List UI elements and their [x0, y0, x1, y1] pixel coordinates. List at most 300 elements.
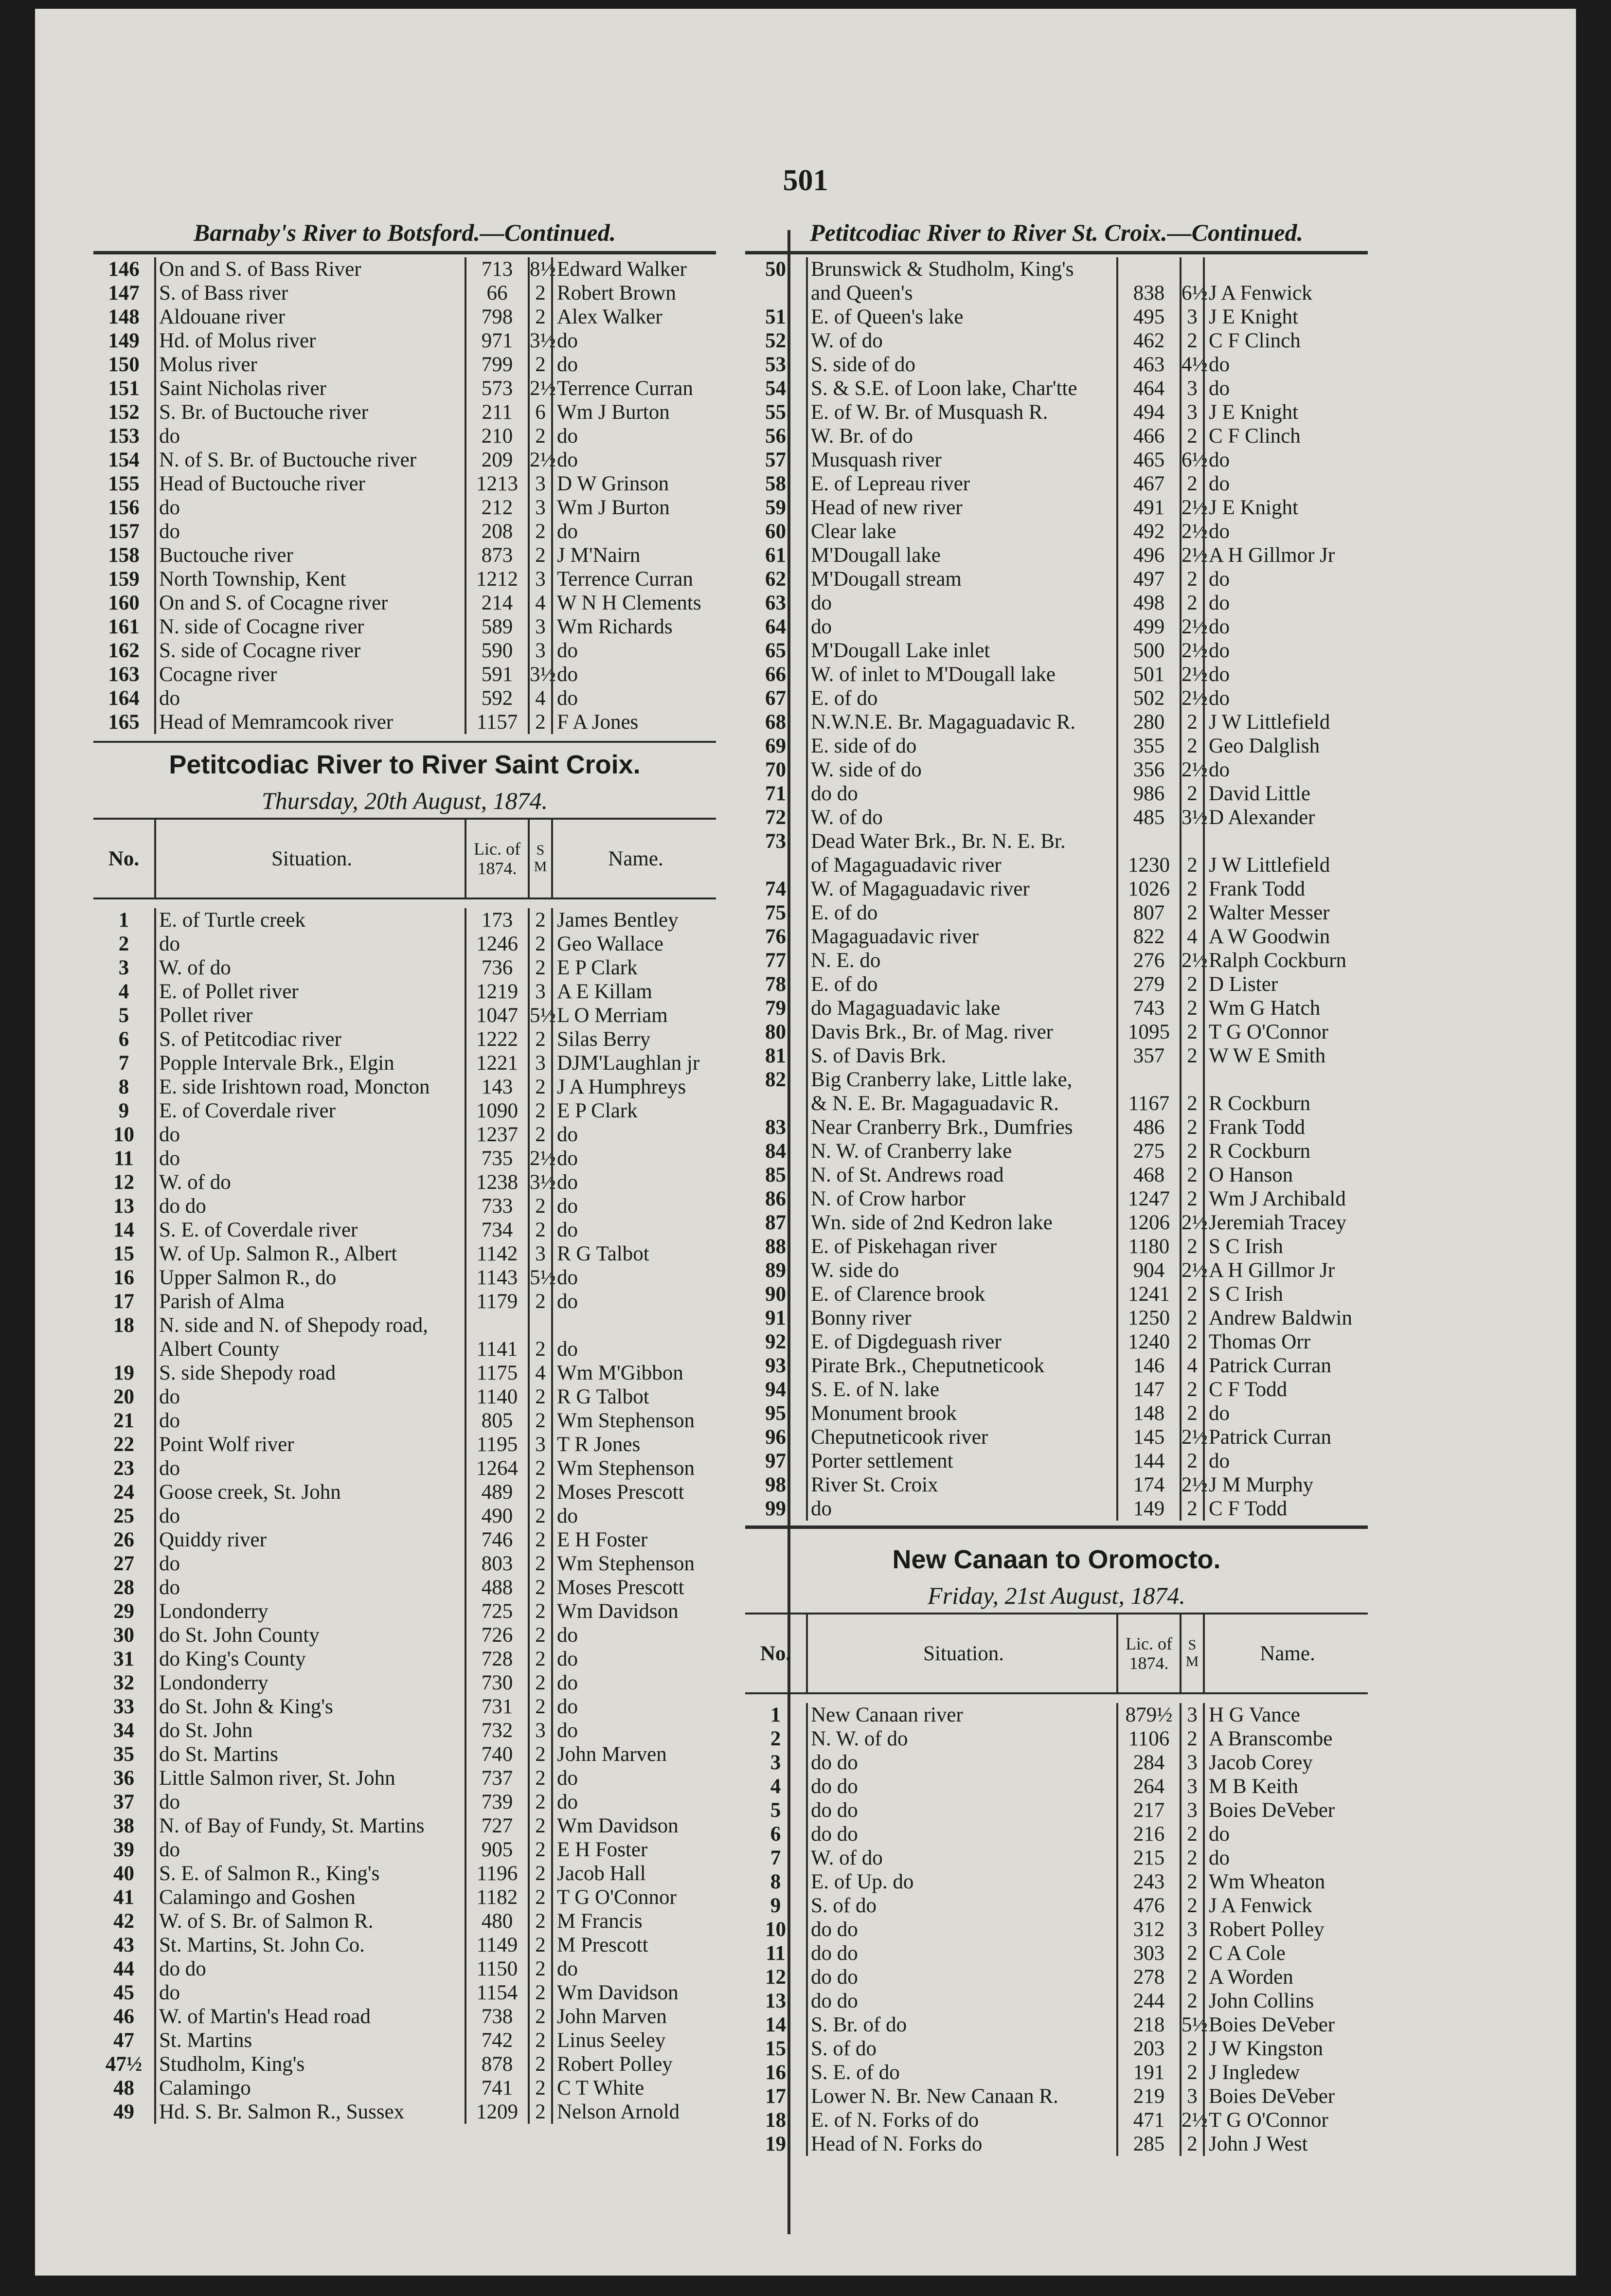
cell-name: W W E Smith [1203, 1044, 1366, 1068]
cell-sm: 2½ [1180, 639, 1203, 663]
table-row [93, 1814, 716, 1838]
table-row [93, 1147, 716, 1170]
cell-name: C T White [551, 2076, 715, 2100]
cell-lic: 275 [1116, 1139, 1180, 1163]
cell-name: Wm Stephenson [551, 1552, 715, 1576]
cell-situation: E. of Clarence brook [806, 1282, 1116, 1306]
cell-name: do [551, 1671, 715, 1695]
cell-name: do [551, 353, 715, 377]
cell-lic: 1219 [465, 980, 528, 1004]
left-main-table [93, 908, 716, 2124]
table-row [745, 1425, 1368, 1449]
cell-sm: 2 [528, 2005, 551, 2028]
cell-no: 64 [765, 615, 786, 638]
cell-name [1203, 1068, 1366, 1092]
cell-lic: 145 [1116, 1425, 1180, 1449]
cell-no: 18 [765, 2109, 786, 2132]
table-row [93, 932, 716, 956]
table-row [93, 1528, 716, 1552]
cell-lic: 264 [1116, 1775, 1180, 1798]
cell-name: do [551, 1647, 715, 1671]
cell-sm: 2 [528, 1933, 551, 1957]
cell-situation: do [806, 1497, 1116, 1521]
cell-no: 2 [770, 1727, 781, 1750]
cell-sm: 2 [528, 1885, 551, 1909]
cell-sm: 2½ [1180, 615, 1203, 639]
rule [93, 741, 716, 743]
table-row [745, 1330, 1368, 1354]
cell-no: 71 [765, 782, 786, 805]
table-row [745, 806, 1368, 829]
cell-no: 60 [765, 520, 786, 543]
header-lic: Lic. of 1874. [465, 820, 528, 897]
cell-sm: 2 [528, 281, 551, 305]
cell-name: do [551, 1170, 715, 1194]
table-row [745, 1703, 1368, 1727]
cell-lic: 592 [465, 686, 528, 710]
cell-lic: 1238 [465, 1170, 528, 1194]
cell-no: 54 [765, 377, 786, 400]
cell-lic: 807 [1116, 901, 1180, 925]
cell-no: 89 [765, 1259, 786, 1282]
cell-no: 10 [113, 1123, 134, 1146]
table-row [93, 1742, 716, 1766]
right-continued-table [745, 257, 1368, 1521]
cell-lic: 191 [1116, 2061, 1180, 2084]
cell-name: Walter Messer [1203, 901, 1366, 925]
cell-situation: S. of do [806, 2037, 1116, 2061]
cell-no: 1 [118, 909, 129, 932]
cell-situation: Calamingo and Goshen [154, 1885, 465, 1909]
cell-name: Wm Stephenson [551, 1409, 715, 1433]
cell-sm: 4 [528, 1361, 551, 1385]
cell-sm: 2 [1180, 329, 1203, 353]
cell-no: 96 [765, 1426, 786, 1449]
cell-sm: 3 [528, 1242, 551, 1266]
cell-sm: 2 [1180, 782, 1203, 806]
cell-lic: 1140 [465, 1385, 528, 1409]
cell-name: do [1203, 615, 1366, 639]
cell-sm: 2 [528, 1766, 551, 1790]
right-column [745, 218, 1368, 2156]
table-row [745, 1775, 1368, 1798]
cell-no: 67 [765, 687, 786, 710]
table-row [93, 1242, 716, 1266]
cell-lic: 501 [1116, 663, 1180, 686]
cell-no: 81 [765, 1044, 786, 1067]
cell-situation: do [154, 1552, 465, 1576]
cell-situation: Saint Nicholas river [154, 377, 465, 400]
left-column [93, 218, 716, 2124]
cell-lic: 1154 [465, 1981, 528, 2005]
cell-sm [528, 1313, 551, 1337]
cell-situation: E. of do [806, 901, 1116, 925]
cell-sm: 2 [528, 2052, 551, 2076]
cell-situation: Aldouane river [154, 305, 465, 329]
cell-sm: 2½ [528, 1147, 551, 1170]
cell-no: 14 [765, 2013, 786, 2036]
table-row [93, 424, 716, 448]
cell-name [1203, 829, 1366, 853]
cell-sm: 2 [528, 2076, 551, 2100]
cell-sm: 2 [1180, 591, 1203, 615]
cell-situation: Studholm, King's [154, 2052, 465, 2076]
header-situation: Situation. [154, 820, 465, 897]
cell-sm: 3 [528, 980, 551, 1004]
table-row [745, 1306, 1368, 1330]
cell-lic [465, 1313, 528, 1337]
cell-no: 9 [118, 1099, 129, 1122]
cell-sm [1180, 257, 1203, 281]
cell-name: do [1203, 353, 1366, 377]
cell-situation: Popple Intervale Brk., Elgin [154, 1051, 465, 1075]
cell-situation: E. of N. Forks of do [806, 2108, 1116, 2132]
cell-sm: 2 [528, 1862, 551, 1885]
cell-sm: 2 [1180, 424, 1203, 448]
table-row [93, 1361, 716, 1385]
cell-sm: 2½ [1180, 1473, 1203, 1497]
cell-situation: do do [806, 1941, 1116, 1965]
cell-lic: 491 [1116, 496, 1180, 520]
table-row [93, 1004, 716, 1027]
cell-lic: 713 [465, 257, 528, 281]
cell-lic: 1209 [465, 2100, 528, 2124]
right-running-title: Petitcodiac River to River St. Croix.—Continued. [810, 219, 1303, 246]
cell-name: Wm Davidson [551, 1814, 715, 1838]
table-row [93, 1862, 716, 1885]
cell-no: 16 [113, 1266, 134, 1289]
cell-no: 42 [113, 1910, 134, 1933]
table-row [93, 1909, 716, 1933]
cell-situation: W. of S. Br. of Salmon R. [154, 1909, 465, 1933]
cell-sm: 2 [1180, 1497, 1203, 1521]
cell-no: 17 [113, 1290, 134, 1313]
cell-situation: Hd. S. Br. Salmon R., Sussex [154, 2100, 465, 2124]
cell-no: 15 [765, 2037, 786, 2060]
cell-sm: 2 [1180, 1449, 1203, 1473]
cell-no: 22 [113, 1433, 134, 1456]
cell-situation: Molus river [154, 353, 465, 377]
cell-name: Andrew Baldwin [1203, 1306, 1366, 1330]
cell-situation: Hd. of Molus river [154, 329, 465, 353]
cell-sm: 2½ [1180, 686, 1203, 710]
cell-name: H G Vance [1203, 1703, 1366, 1727]
cell-name: Geo Dalglish [1203, 734, 1366, 758]
table-row [93, 2076, 716, 2100]
cell-sm: 2 [1180, 1870, 1203, 1894]
cell-no: 94 [765, 1378, 786, 1401]
cell-no: 76 [765, 925, 786, 948]
cell-situation: Parish of Alma [154, 1290, 465, 1313]
cell-name: J E Knight [1203, 496, 1366, 520]
header-situation: Situation. [806, 1614, 1116, 1692]
table-row [93, 1885, 716, 1909]
cell-situation: do do [154, 1194, 465, 1218]
cell-name: A W Goodwin [1203, 925, 1366, 949]
cell-sm: 5½ [528, 1266, 551, 1290]
table-row [745, 1211, 1368, 1235]
cell-name: do [551, 424, 715, 448]
cell-situation: N. E. do [806, 949, 1116, 972]
cell-no: 68 [765, 711, 786, 734]
cell-no: 148 [108, 305, 140, 328]
cell-name: do [551, 1623, 715, 1647]
table-row [93, 1027, 716, 1051]
cell-no: 97 [765, 1450, 786, 1472]
cell-no: 44 [113, 1957, 134, 1980]
table-row [745, 448, 1368, 472]
cell-sm: 2½ [1180, 949, 1203, 972]
cell-no: 72 [765, 806, 786, 829]
cell-lic: 734 [465, 1218, 528, 1242]
cell-name: John Collins [1203, 1989, 1366, 2013]
cell-sm: 2 [1180, 1894, 1203, 1918]
left-running-title: Barnaby's River to Botsford.—Continued. [193, 219, 616, 246]
table-row [745, 329, 1368, 353]
table-row [745, 2061, 1368, 2084]
cell-no: 157 [108, 520, 140, 543]
cell-no: 77 [765, 949, 786, 972]
table-row [745, 1235, 1368, 1258]
cell-situation: W. side do [806, 1258, 1116, 1282]
cell-situation: Upper Salmon R., do [154, 1266, 465, 1290]
cell-lic: 1090 [465, 1099, 528, 1123]
table-row [745, 424, 1368, 448]
cell-name: do [1203, 472, 1366, 496]
cell-lic: 1047 [465, 1004, 528, 1027]
cell-no: 162 [108, 639, 140, 662]
cell-sm: 2 [1180, 2132, 1203, 2156]
cell-sm: 2½ [1180, 663, 1203, 686]
table-row [93, 472, 716, 496]
cell-sm: 2½ [1180, 543, 1203, 567]
left-table-header [93, 818, 716, 899]
table-row [93, 567, 716, 591]
cell-name: do [1203, 1846, 1366, 1870]
cell-lic: 1157 [465, 710, 528, 734]
cell-lic: 736 [465, 956, 528, 980]
cell-name: Ralph Cockburn [1203, 949, 1366, 972]
cell-no: 30 [113, 1624, 134, 1647]
cell-name: S C Irish [1203, 1282, 1366, 1306]
cell-sm: 6½ [1180, 281, 1203, 305]
cell-no: 82 [765, 1068, 786, 1091]
cell-sm: 2 [1180, 1115, 1203, 1139]
cell-no: 15 [113, 1242, 134, 1265]
table-row [93, 908, 716, 932]
cell-no: 163 [108, 663, 140, 686]
cell-lic: 1167 [1116, 1092, 1180, 1115]
cell-situation: W. Br. of do [806, 424, 1116, 448]
table-row [93, 1576, 716, 1599]
table-row [93, 400, 716, 424]
cell-situation: Wn. side of 2nd Kedron lake [806, 1211, 1116, 1235]
cell-no: 58 [765, 472, 786, 495]
cell-name: do [551, 686, 715, 710]
table-row [745, 1798, 1368, 1822]
cell-no: 12 [113, 1171, 134, 1194]
scanned-page [35, 9, 1576, 2276]
cell-situation: Cocagne river [154, 663, 465, 686]
cell-situation: E. side Irishtown road, Moncton [154, 1075, 465, 1099]
table-row [745, 1187, 1368, 1211]
cell-name: T R Jones [551, 1433, 715, 1456]
cell-situation: do [154, 424, 465, 448]
cell-lic: 485 [1116, 806, 1180, 829]
table-row [745, 853, 1368, 877]
cell-name: M B Keith [1203, 1775, 1366, 1798]
cell-lic: 143 [465, 1075, 528, 1099]
cell-name: L O Merriam [551, 1004, 715, 1027]
cell-lic: 838 [1116, 281, 1180, 305]
cell-no: 26 [113, 1528, 134, 1551]
cell-name: Wm G Hatch [1203, 996, 1366, 1020]
cell-lic: 1149 [465, 1933, 528, 1957]
cell-name: J A Fenwick [1203, 1894, 1366, 1918]
cell-no: 95 [765, 1402, 786, 1425]
cell-lic: 738 [465, 2005, 528, 2028]
cell-no: 56 [765, 425, 786, 448]
cell-sm: 2 [528, 1647, 551, 1671]
right-section-title: New Canaan to Oromocto. [892, 1545, 1221, 1574]
cell-situation: Quiddy river [154, 1528, 465, 1552]
cell-no: 151 [108, 377, 140, 400]
cell-name: O Hanson [1203, 1163, 1366, 1187]
cell-name: do [1203, 1822, 1366, 1846]
cell-sm: 5½ [528, 1004, 551, 1027]
cell-situation: E. of Digdeguash river [806, 1330, 1116, 1354]
cell-sm: 3½ [1180, 806, 1203, 829]
cell-situation: do [154, 1576, 465, 1599]
cell-no: 24 [113, 1481, 134, 1504]
cell-name: do [551, 1766, 715, 1790]
table-row [93, 1957, 716, 1981]
cell-no: 93 [765, 1354, 786, 1377]
cell-no: 7 [770, 1847, 781, 1869]
cell-lic: 879½ [1116, 1703, 1180, 1727]
cell-no: 73 [765, 830, 786, 853]
cell-situation: S. of Davis Brk. [806, 1044, 1116, 1068]
cell-situation: do St. Martins [154, 1742, 465, 1766]
cell-lic: 1095 [1116, 1020, 1180, 1044]
cell-name: do [1203, 377, 1366, 400]
cell-sm: 2 [1180, 1989, 1203, 2013]
cell-name: James Bentley [551, 908, 715, 932]
cell-name: E P Clark [551, 1099, 715, 1123]
cell-no: 33 [113, 1695, 134, 1718]
cell-lic: 740 [465, 1742, 528, 1766]
cell-situation: W. side of do [806, 758, 1116, 782]
cell-name: Moses Prescott [551, 1576, 715, 1599]
table-row [745, 1068, 1368, 1092]
cell-situation: E. of Lepreau river [806, 472, 1116, 496]
cell-lic: 873 [465, 543, 528, 567]
cell-lic: 726 [465, 1623, 528, 1647]
table-row [745, 1846, 1368, 1870]
header-lic: Lic. of 1874. [1116, 1614, 1180, 1692]
cell-situation: Big Cranberry lake, Little lake, [806, 1068, 1116, 1092]
cell-situation: do do [806, 782, 1116, 806]
cell-situation: do [154, 1147, 465, 1170]
cell-situation: Head of Memramcook river [154, 710, 465, 734]
table-row [745, 1378, 1368, 1401]
table-row [93, 377, 716, 400]
cell-situation: M'Dougall stream [806, 567, 1116, 591]
cell-sm: 2 [1180, 972, 1203, 996]
header-sm: S M [1180, 1614, 1203, 1692]
cell-situation: W. of do [154, 1170, 465, 1194]
cell-name: Jacob Hall [551, 1862, 715, 1885]
table-row [745, 496, 1368, 520]
cell-situation: E. of do [806, 972, 1116, 996]
cell-situation: S. side of do [806, 353, 1116, 377]
cell-situation: do King's County [154, 1647, 465, 1671]
cell-lic: 1179 [465, 1290, 528, 1313]
cell-no: 91 [765, 1307, 786, 1329]
cell-no: 49 [113, 2100, 134, 2123]
table-row [745, 567, 1368, 591]
cell-situation: Londonderry [154, 1671, 465, 1695]
cell-situation: do do [806, 1775, 1116, 1798]
cell-name: J A Humphreys [551, 1075, 715, 1099]
cell-lic: 490 [465, 1504, 528, 1528]
cell-sm: 2 [1180, 1846, 1203, 1870]
cell-sm: 6½ [1180, 448, 1203, 472]
cell-sm: 2 [1180, 1330, 1203, 1354]
cell-situation: W. of do [806, 329, 1116, 353]
cell-lic: 284 [1116, 1751, 1180, 1775]
cell-name: Geo Wallace [551, 932, 715, 956]
cell-no: 4 [770, 1775, 781, 1798]
cell-situation: do Magaguadavic lake [806, 996, 1116, 1020]
cell-situation: Pollet river [154, 1004, 465, 1027]
cell-name: do [1203, 686, 1366, 710]
cell-no: 27 [113, 1552, 134, 1575]
cell-lic: 215 [1116, 1846, 1180, 1870]
cell-situation: W. of Up. Salmon R., Albert [154, 1242, 465, 1266]
cell-lic: 173 [465, 908, 528, 932]
table-row [745, 663, 1368, 686]
cell-situation: do [154, 1123, 465, 1147]
cell-sm: 2 [1180, 1187, 1203, 1211]
cell-sm: 8½ [528, 257, 551, 281]
cell-sm: 2 [528, 956, 551, 980]
cell-no: 9 [770, 1894, 781, 1917]
cell-situation: do do [806, 1918, 1116, 1941]
cell-sm: 4 [1180, 925, 1203, 949]
cell-name: R Cockburn [1203, 1139, 1366, 1163]
cell-lic: 492 [1116, 520, 1180, 543]
cell-name: J W Littlefield [1203, 710, 1366, 734]
cell-situation: W. of inlet to M'Dougall lake [806, 663, 1116, 686]
cell-no: 74 [765, 878, 786, 900]
cell-situation: W. of Martin's Head road [154, 2005, 465, 2028]
cell-lic: 1250 [1116, 1306, 1180, 1330]
cell-name: do [551, 329, 715, 353]
cell-sm: 4½ [1180, 353, 1203, 377]
cell-situation: Buctouche river [154, 543, 465, 567]
cell-sm: 2 [528, 1790, 551, 1814]
table-row [745, 2084, 1368, 2108]
cell-name: Terrence Curran [551, 567, 715, 591]
cell-name: do [551, 1123, 715, 1147]
cell-name: Wm Davidson [551, 1599, 715, 1623]
cell-lic: 496 [1116, 543, 1180, 567]
cell-lic: 279 [1116, 972, 1180, 996]
cell-lic: 1143 [465, 1266, 528, 1290]
cell-no: 59 [765, 496, 786, 519]
table-row [745, 1727, 1368, 1751]
